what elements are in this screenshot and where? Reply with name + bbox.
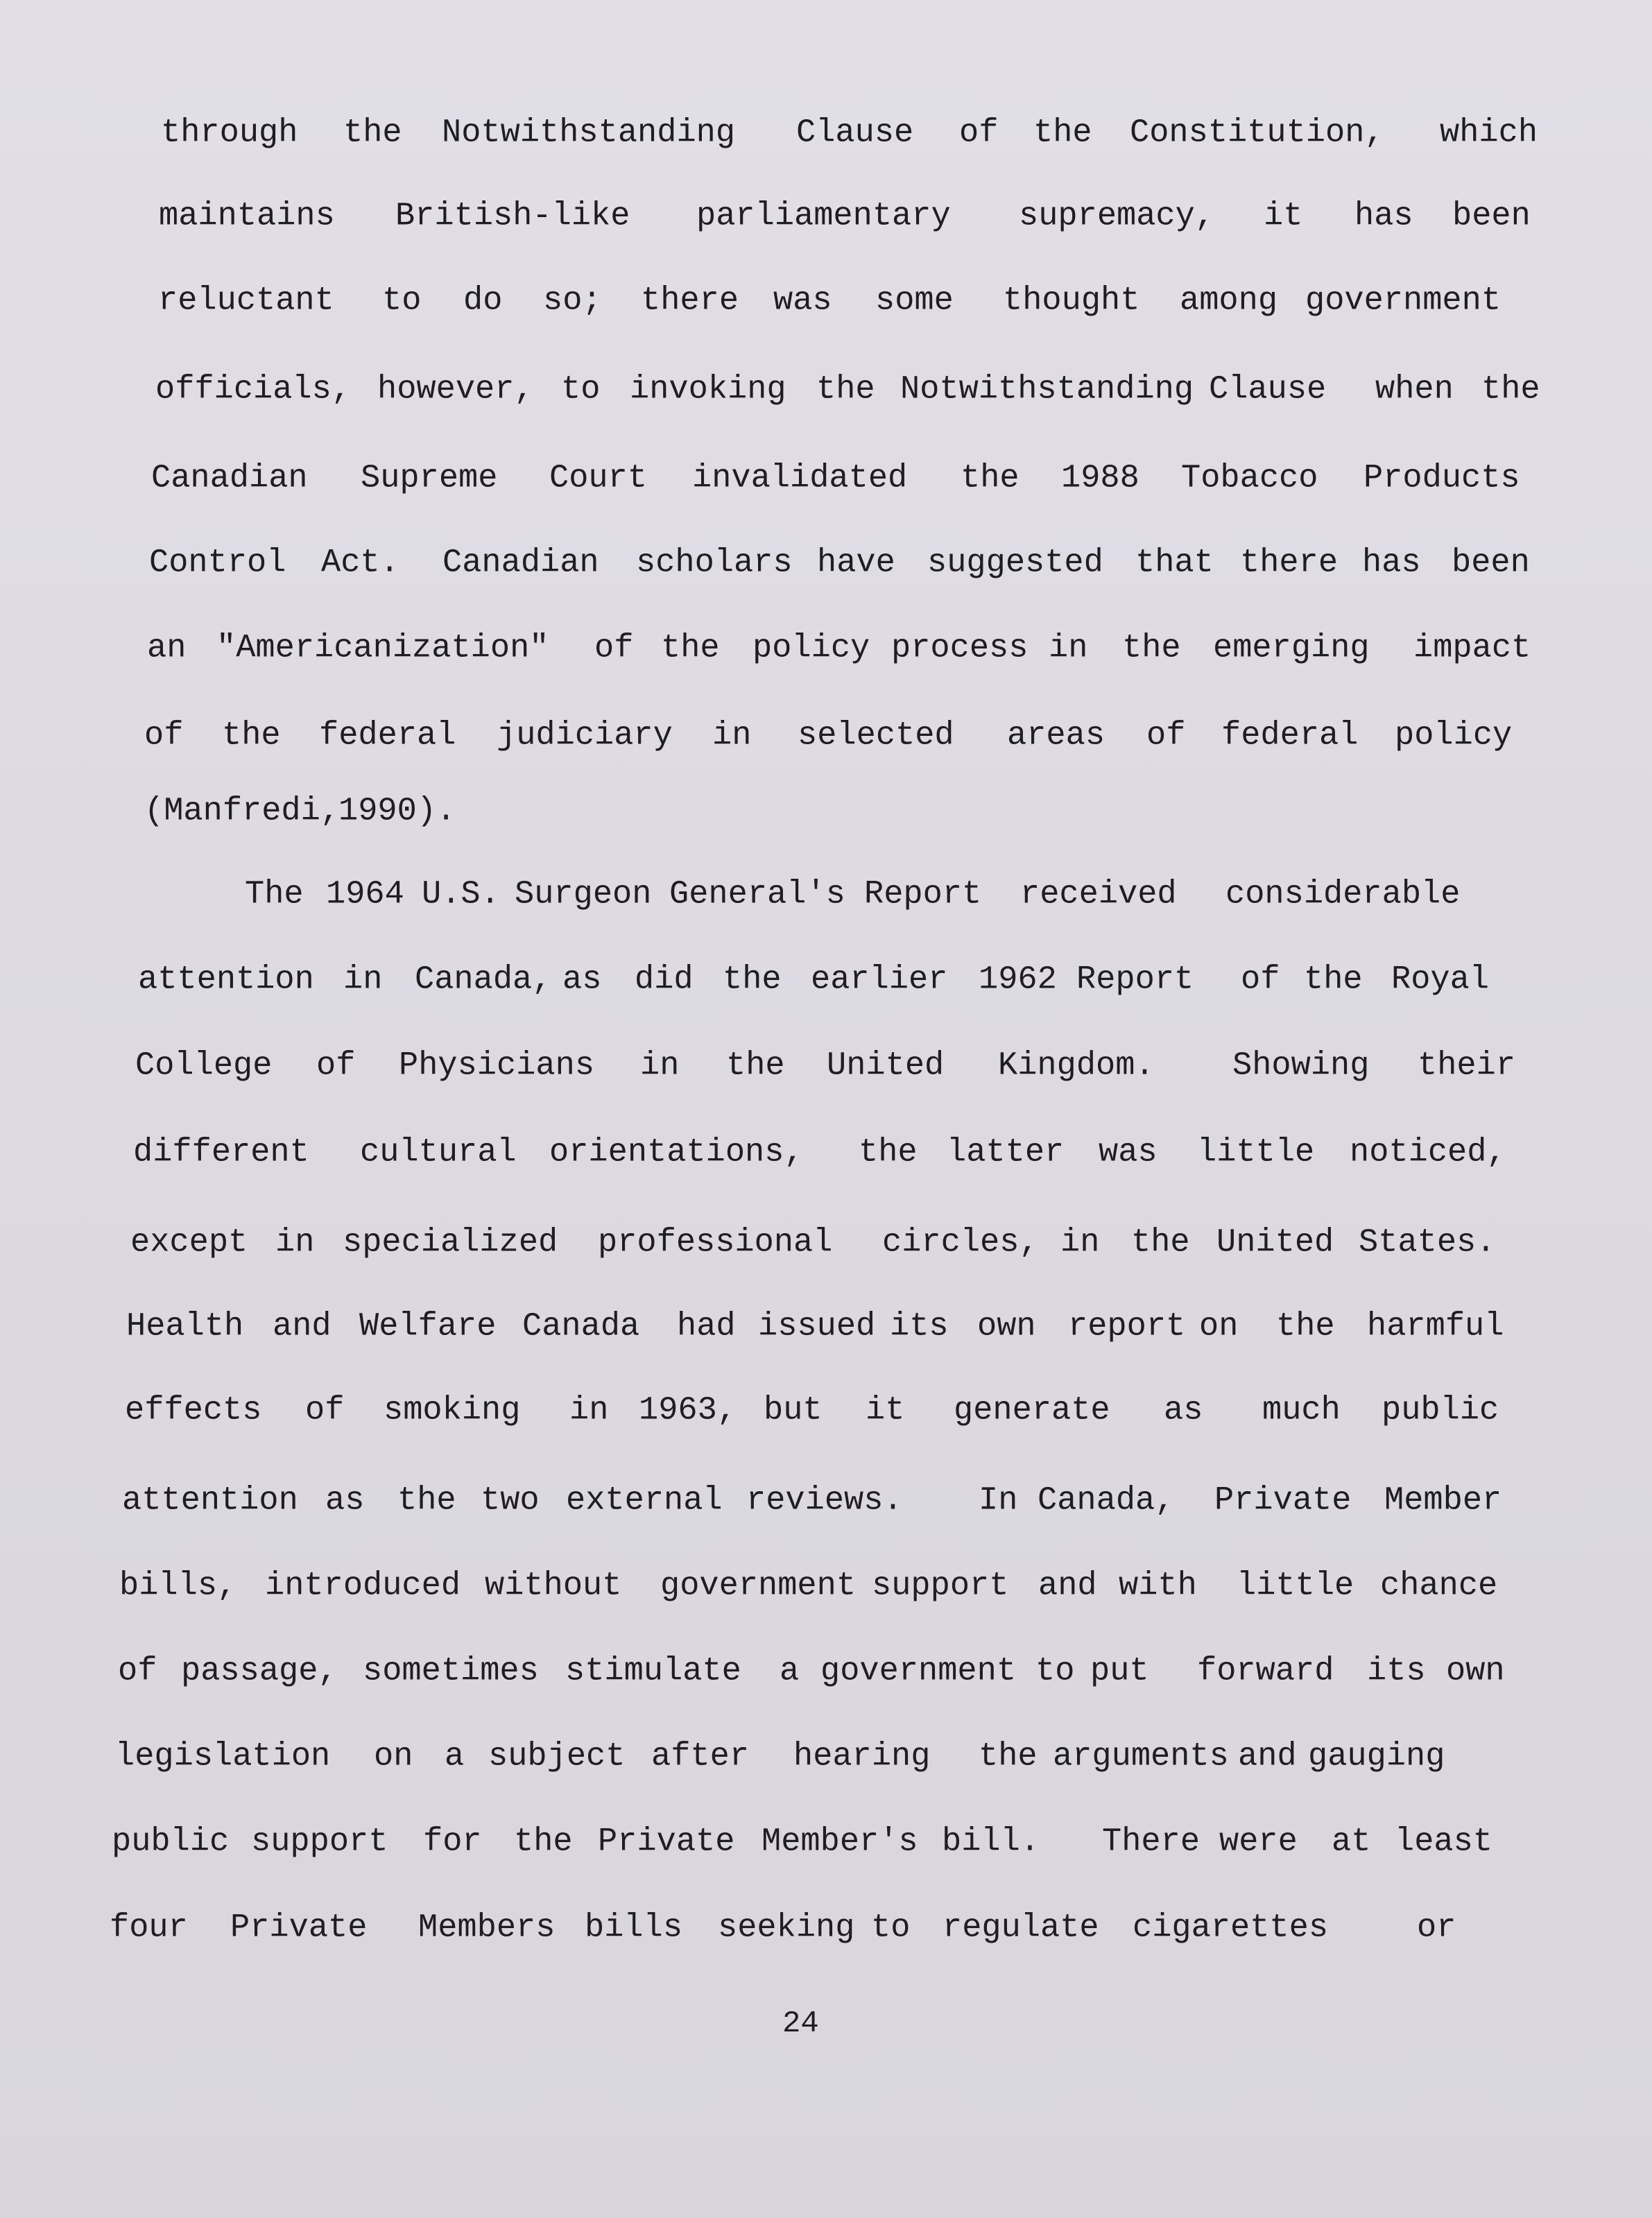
word: Member bbox=[1384, 1482, 1502, 1520]
word: own bbox=[977, 1308, 1036, 1346]
word: emerging bbox=[1213, 630, 1370, 667]
word: harmful bbox=[1367, 1308, 1504, 1346]
word: policy bbox=[1395, 717, 1513, 755]
word: stimulate bbox=[565, 1653, 741, 1690]
word: Control bbox=[149, 544, 286, 582]
word: in bbox=[1060, 1224, 1100, 1262]
word: of bbox=[959, 114, 999, 152]
word: seeking bbox=[718, 1909, 855, 1947]
page-number-text: 24 bbox=[782, 2006, 819, 2041]
word: Private bbox=[1214, 1482, 1352, 1520]
word: Report bbox=[1076, 961, 1194, 999]
word: 1964 bbox=[326, 876, 404, 913]
word: of bbox=[1241, 961, 1280, 999]
word: two bbox=[481, 1482, 540, 1520]
word: attention bbox=[138, 961, 314, 999]
word: gauging bbox=[1308, 1738, 1445, 1776]
word: Canada bbox=[522, 1308, 640, 1346]
word: The bbox=[245, 876, 304, 913]
word: to bbox=[382, 282, 422, 320]
word: Canadian bbox=[442, 544, 599, 582]
word: except bbox=[130, 1224, 248, 1262]
word: introduced bbox=[265, 1567, 461, 1605]
word: an bbox=[147, 630, 187, 667]
word: States. bbox=[1359, 1224, 1496, 1262]
word: selected bbox=[798, 717, 954, 755]
word: have bbox=[817, 544, 895, 582]
word: Clause bbox=[796, 114, 914, 152]
word: Welfare bbox=[359, 1308, 497, 1346]
word: of bbox=[316, 1047, 356, 1085]
word: own bbox=[1446, 1653, 1505, 1690]
word: of bbox=[144, 717, 184, 755]
word: the bbox=[661, 630, 720, 667]
word: government bbox=[1305, 282, 1502, 320]
word: there bbox=[1240, 544, 1339, 582]
word: Member's bbox=[762, 1823, 918, 1861]
word: College bbox=[135, 1047, 273, 1085]
word: maintains bbox=[159, 198, 335, 235]
word: the bbox=[1276, 1308, 1335, 1346]
word: to bbox=[871, 1909, 911, 1947]
word: without bbox=[485, 1567, 622, 1605]
word: the bbox=[1304, 961, 1363, 999]
word: as bbox=[1164, 1392, 1203, 1429]
word: in bbox=[712, 717, 752, 755]
word: to bbox=[1035, 1653, 1075, 1690]
word: Court bbox=[549, 460, 648, 497]
word: public bbox=[112, 1823, 230, 1861]
word: in bbox=[275, 1224, 315, 1262]
word: as bbox=[325, 1482, 365, 1520]
word: the bbox=[816, 371, 875, 409]
word: four bbox=[110, 1909, 188, 1947]
word: had bbox=[677, 1308, 736, 1346]
word: bills, bbox=[119, 1567, 237, 1605]
word: to bbox=[561, 371, 601, 409]
word: Report bbox=[864, 876, 982, 913]
word: its bbox=[890, 1308, 949, 1346]
word: regulate bbox=[943, 1909, 1099, 1947]
word: the bbox=[723, 961, 782, 999]
word: a bbox=[780, 1653, 800, 1690]
word: cultural bbox=[360, 1134, 517, 1171]
word: forward bbox=[1197, 1653, 1334, 1690]
word: orientations, bbox=[549, 1134, 804, 1171]
word: suggested bbox=[927, 544, 1103, 582]
word: smoking bbox=[384, 1392, 521, 1429]
word: the bbox=[1131, 1224, 1190, 1262]
word: 1962 bbox=[979, 961, 1057, 999]
word: federal bbox=[319, 717, 456, 755]
word: was bbox=[773, 282, 832, 320]
word: support bbox=[251, 1823, 388, 1861]
word: for bbox=[423, 1823, 482, 1861]
word: with bbox=[1119, 1567, 1197, 1605]
word: bills bbox=[585, 1909, 683, 1947]
word: arguments bbox=[1053, 1738, 1229, 1776]
word: and bbox=[1038, 1567, 1097, 1605]
word: United bbox=[827, 1047, 945, 1085]
word: 1963, bbox=[639, 1392, 737, 1429]
word: generate bbox=[954, 1392, 1110, 1429]
word: as bbox=[562, 961, 602, 999]
word: it bbox=[1264, 198, 1303, 235]
word: 1990). bbox=[338, 793, 456, 830]
word: the bbox=[979, 1738, 1038, 1776]
word: received bbox=[1020, 876, 1177, 913]
word: considerable bbox=[1225, 876, 1461, 913]
word: Clause bbox=[1209, 371, 1327, 409]
word: parliamentary bbox=[696, 198, 951, 235]
word: federal bbox=[1221, 717, 1359, 755]
word: Private bbox=[230, 1909, 368, 1947]
word: least bbox=[1395, 1823, 1493, 1861]
word: (Manfredi, bbox=[144, 793, 341, 830]
word: report bbox=[1068, 1308, 1186, 1346]
word: in bbox=[1049, 630, 1088, 667]
word: areas bbox=[1007, 717, 1105, 755]
word: There bbox=[1102, 1823, 1201, 1861]
word: the bbox=[1122, 630, 1181, 667]
word: was bbox=[1099, 1134, 1158, 1171]
word: latter bbox=[947, 1134, 1065, 1171]
word: process bbox=[891, 630, 1029, 667]
word: do bbox=[463, 282, 503, 320]
word: Constitution, bbox=[1130, 114, 1384, 152]
word: professional bbox=[598, 1224, 833, 1262]
word: legislation bbox=[115, 1738, 331, 1776]
word: Physicians bbox=[399, 1047, 595, 1085]
word: has bbox=[1362, 544, 1421, 582]
word: Notwithstanding bbox=[900, 371, 1194, 409]
word: Supreme bbox=[361, 460, 498, 497]
word: when bbox=[1375, 371, 1454, 409]
word: supremacy, bbox=[1019, 198, 1215, 235]
word: much bbox=[1262, 1392, 1341, 1429]
word: Private bbox=[598, 1823, 735, 1861]
word: and bbox=[1238, 1738, 1297, 1776]
word: support bbox=[872, 1567, 1009, 1605]
word: judiciary bbox=[497, 717, 673, 755]
word: in bbox=[569, 1392, 609, 1429]
word: of bbox=[118, 1653, 157, 1690]
word: 1988 bbox=[1061, 460, 1139, 497]
word: thought bbox=[1003, 282, 1140, 320]
word: British-like bbox=[395, 198, 630, 235]
word: and bbox=[273, 1308, 332, 1346]
word: Canada, bbox=[415, 961, 552, 999]
word: earlier bbox=[811, 961, 948, 999]
word: of bbox=[594, 630, 634, 667]
word: among bbox=[1180, 282, 1278, 320]
word: Surgeon bbox=[515, 876, 652, 913]
word: the bbox=[1033, 114, 1092, 152]
word: government bbox=[660, 1567, 857, 1605]
word: of bbox=[305, 1392, 345, 1429]
word: bill. bbox=[942, 1823, 1040, 1861]
word: Canada, bbox=[1038, 1482, 1175, 1520]
word: the bbox=[1481, 371, 1540, 409]
word: external bbox=[566, 1482, 723, 1520]
word: circles, bbox=[882, 1224, 1039, 1262]
word: Canadian bbox=[151, 460, 308, 497]
word: passage, bbox=[181, 1653, 338, 1690]
word: Health bbox=[126, 1308, 244, 1346]
word: Act. bbox=[321, 544, 399, 582]
word: policy bbox=[752, 630, 870, 667]
word: chance bbox=[1380, 1567, 1498, 1605]
word: invalidated bbox=[692, 460, 908, 497]
word: at bbox=[1332, 1823, 1371, 1861]
word: Products bbox=[1363, 460, 1520, 497]
word: the bbox=[961, 460, 1019, 497]
word: the bbox=[222, 717, 281, 755]
word: a bbox=[445, 1738, 465, 1776]
word: invoking bbox=[630, 371, 786, 409]
word: In bbox=[979, 1482, 1018, 1520]
word: which bbox=[1440, 114, 1538, 152]
word: that bbox=[1135, 544, 1214, 582]
word: Kingdom. bbox=[998, 1047, 1155, 1085]
word: Members bbox=[418, 1909, 556, 1947]
word: issued bbox=[758, 1308, 876, 1346]
word: subject bbox=[488, 1738, 626, 1776]
word: U.S. bbox=[422, 876, 500, 913]
word: the bbox=[859, 1134, 918, 1171]
word: did bbox=[635, 961, 694, 999]
word: been bbox=[1452, 198, 1531, 235]
word: or bbox=[1417, 1909, 1456, 1947]
word: in bbox=[640, 1047, 680, 1085]
word: through bbox=[161, 114, 298, 152]
word: some bbox=[875, 282, 954, 320]
word: the bbox=[514, 1823, 573, 1861]
word: specialized bbox=[343, 1224, 558, 1262]
word: Notwithstanding bbox=[442, 114, 736, 152]
word: Showing bbox=[1232, 1047, 1370, 1085]
word: United bbox=[1216, 1224, 1334, 1262]
word: the bbox=[343, 114, 402, 152]
word: were bbox=[1219, 1823, 1298, 1861]
word: noticed, bbox=[1350, 1134, 1506, 1171]
word: little bbox=[1237, 1567, 1354, 1605]
word: on bbox=[1199, 1308, 1239, 1346]
word: has bbox=[1354, 198, 1413, 235]
word: hearing bbox=[793, 1738, 931, 1776]
word: little bbox=[1197, 1134, 1315, 1171]
word: effects bbox=[125, 1392, 262, 1429]
word: there bbox=[641, 282, 739, 320]
word: after bbox=[651, 1738, 750, 1776]
word: but bbox=[764, 1392, 823, 1429]
word: the bbox=[726, 1047, 785, 1085]
word: in bbox=[343, 961, 383, 999]
word: officials, bbox=[155, 371, 352, 409]
word: however, bbox=[377, 371, 534, 409]
word: impact bbox=[1413, 630, 1531, 667]
word: sometimes bbox=[363, 1653, 539, 1690]
word: been bbox=[1452, 544, 1530, 582]
word: of bbox=[1146, 717, 1186, 755]
word: government bbox=[820, 1653, 1017, 1690]
word: public bbox=[1382, 1392, 1499, 1429]
word: their bbox=[1418, 1047, 1516, 1085]
word: General's bbox=[669, 876, 845, 913]
word: attention bbox=[122, 1482, 298, 1520]
word: reviews. bbox=[746, 1482, 903, 1520]
word: Royal bbox=[1391, 961, 1490, 999]
word: so; bbox=[543, 282, 602, 320]
word: the bbox=[397, 1482, 456, 1520]
word: scholars bbox=[636, 544, 793, 582]
word: Tobacco bbox=[1181, 460, 1318, 497]
word: its bbox=[1367, 1653, 1426, 1690]
word: it bbox=[866, 1392, 905, 1429]
word: different bbox=[133, 1134, 309, 1171]
word: "Americanization" bbox=[216, 630, 549, 667]
word: cigarettes bbox=[1133, 1909, 1329, 1947]
word: on bbox=[374, 1738, 413, 1776]
word: reluctant bbox=[158, 282, 334, 320]
word: put bbox=[1090, 1653, 1149, 1690]
